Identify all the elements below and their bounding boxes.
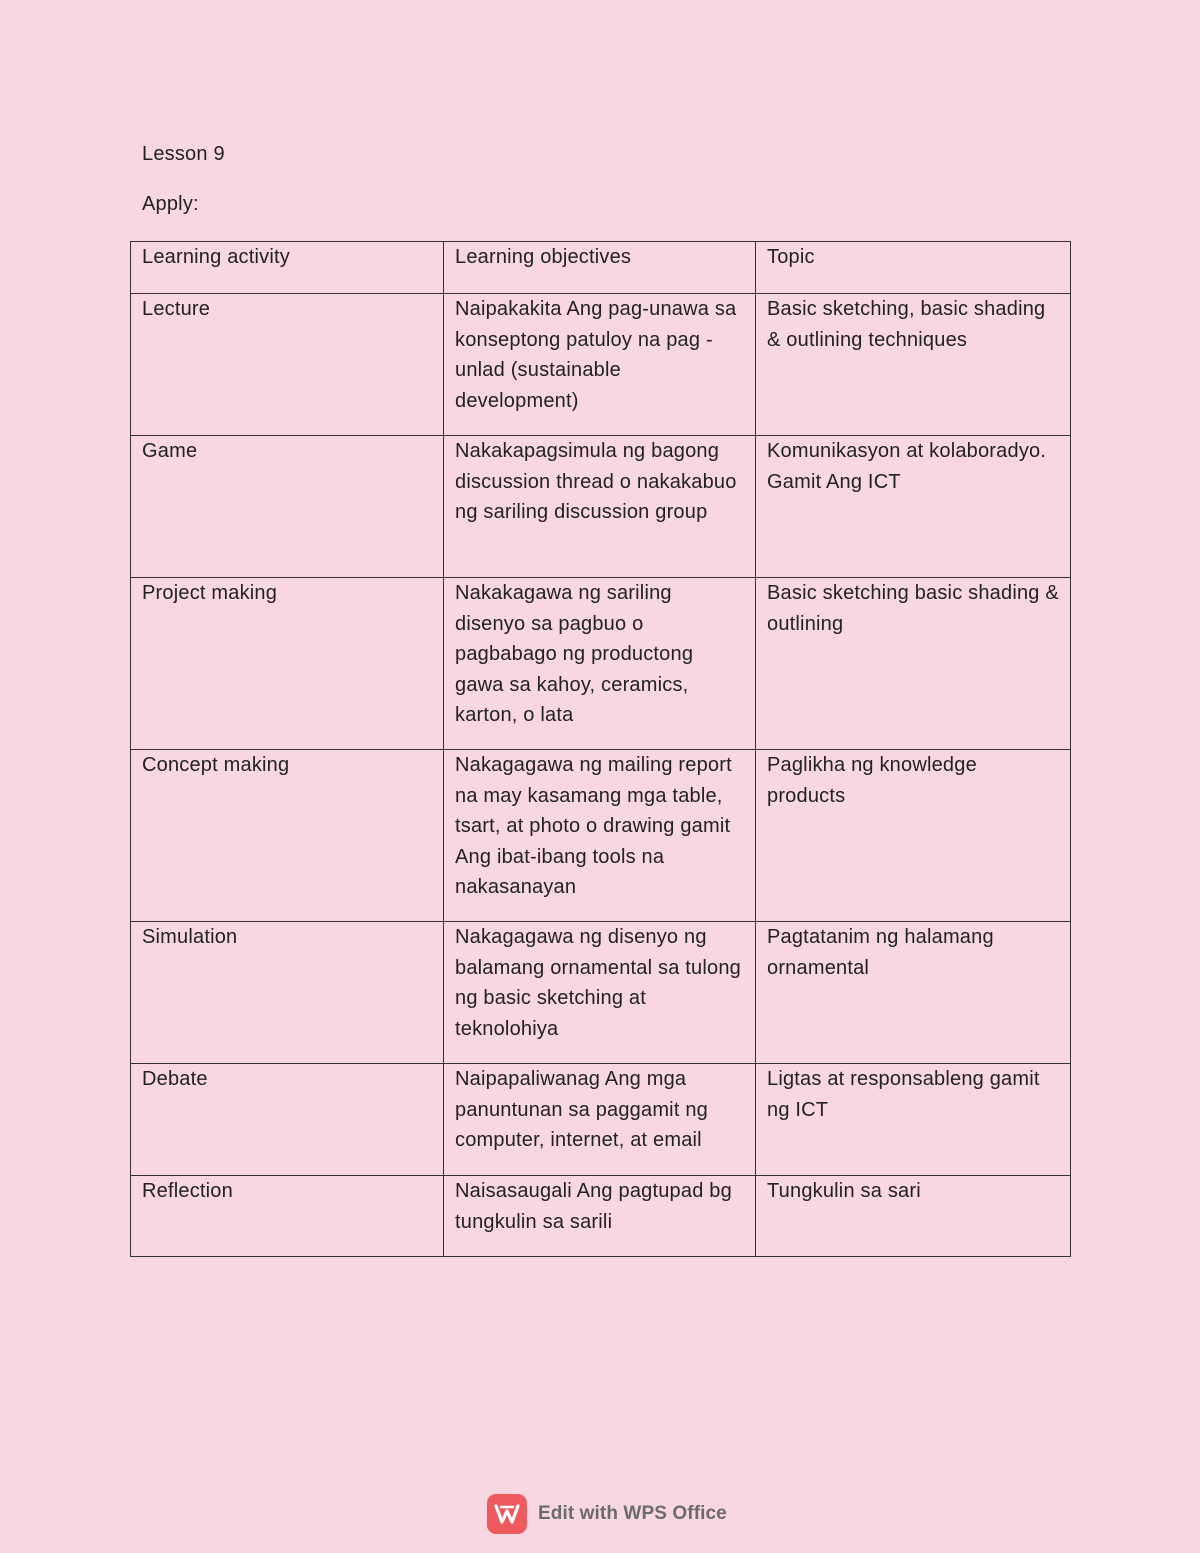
apply-label: Apply: — [142, 193, 199, 215]
activity-cell: Project making — [131, 578, 444, 750]
objective-cell: Naipapaliwanag Ang mga panuntunan sa paggamit ng computer, internet, at email — [444, 1064, 756, 1176]
objective-cell: Naisasaugali Ang pagtupad bg tungkulin sa sarili — [444, 1176, 756, 1257]
activity-cell: Debate — [131, 1064, 444, 1176]
header-learning-objectives: Learning objectives — [444, 242, 756, 294]
table-row — [131, 294, 1071, 436]
objective-cell: Naipakakita Ang pag-unawa sa konseptong patuloy na pag -unlad (sustainable development) — [444, 294, 756, 436]
activity-cell: Reflection — [131, 1176, 444, 1257]
header-learning-activity: Learning activity — [131, 242, 444, 294]
table-row — [131, 750, 1071, 922]
activity-cell: Concept making — [131, 750, 444, 922]
objective-cell: Nakagagawa ng mailing report na may kasamang mga table, tsart, at photo o drawing gamit Ang ibat-ibang tools na nakasanayan — [444, 750, 756, 922]
table-header-row — [131, 242, 1071, 294]
table-row — [131, 436, 1071, 578]
table-row — [131, 1064, 1071, 1176]
table-row — [131, 1176, 1071, 1257]
topic-cell: Basic sketching, basic shading & outlining techniques — [756, 294, 1071, 436]
activity-cell: Game — [131, 436, 444, 578]
activity-cell: Simulation — [131, 922, 444, 1064]
table-row — [131, 578, 1071, 750]
wps-badge-label: Edit with WPS Office — [538, 1503, 727, 1524]
header-topic: Topic — [756, 242, 1071, 294]
edit-with-wps-badge[interactable] — [487, 1494, 727, 1534]
topic-cell: Basic sketching basic shading & outlining — [756, 578, 1071, 750]
topic-cell: Komunikasyon at kolaboradyo. Gamit Ang ICT — [756, 436, 1071, 578]
wps-logo-icon — [487, 1494, 527, 1534]
lesson-title: Lesson 9 — [142, 143, 225, 165]
objective-cell: Nakakagawa ng sariling disenyo sa pagbuo o pagbabago ng productong gawa sa kahoy, ceramics, karton, o lata — [444, 578, 756, 750]
objective-cell: Nakakapagsimula ng bagong discussion thread o nakakabuo ng sariling discussion group — [444, 436, 756, 578]
topic-cell: Paglikha ng knowledge products — [756, 750, 1071, 922]
activity-cell: Lecture — [131, 294, 444, 436]
activity-table — [130, 241, 1071, 1257]
topic-cell: Pagtatanim ng halamang ornamental — [756, 922, 1071, 1064]
topic-cell: Tungkulin sa sari — [756, 1176, 1071, 1257]
objective-cell: Nakagagawa ng disenyo ng balamang ornamental sa tulong ng basic sketching at teknolohiya — [444, 922, 756, 1064]
topic-cell: Ligtas at responsableng gamit ng ICT — [756, 1064, 1071, 1176]
table-row — [131, 922, 1071, 1064]
